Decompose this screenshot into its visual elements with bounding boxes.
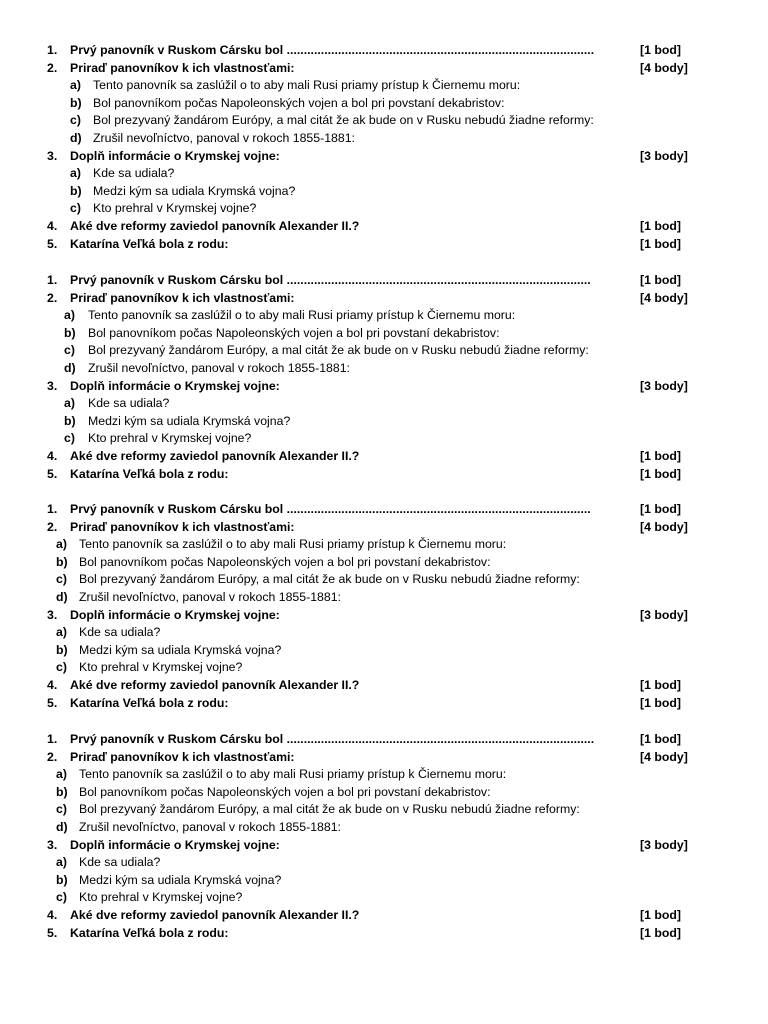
question-points: [1 bod] — [640, 236, 681, 251]
sub-question — [0, 554, 768, 572]
question-text: Katarína Veľká bola z rodu: — [70, 236, 229, 251]
sub-question — [0, 200, 768, 218]
sub-question-text: Bol panovníkom počas Napoleonských vojen a bol pri povstaní dekabristov: — [93, 95, 505, 110]
question-q1 — [0, 272, 768, 290]
question-number: 4. — [47, 219, 58, 233]
question-number: 5. — [47, 925, 58, 940]
question-text: Priraď panovníkov k ich vlastnosťami: — [70, 519, 295, 534]
question-q3 — [0, 607, 768, 625]
question-points: [4 body] — [640, 290, 688, 305]
question-points: [3 body] — [640, 148, 688, 163]
question-number: 1. — [47, 732, 58, 746]
sub-question-letter: c) — [64, 343, 75, 358]
sub-question-letter: c) — [64, 431, 75, 446]
sub-question-letter: a) — [70, 78, 81, 93]
sub-question-letter: c) — [56, 572, 67, 587]
question-points: [1 bod] — [640, 502, 681, 516]
sub-question-letter: c) — [56, 890, 67, 905]
sub-question — [0, 766, 768, 784]
question-number: 2. — [47, 519, 58, 534]
sub-question-text: Zrušil nevoľníctvo, panoval v rokoch 1855-1881: — [88, 361, 350, 375]
question-text: Doplň informácie o Krymskej vojne: — [70, 148, 280, 163]
question-q2 — [0, 60, 768, 78]
question-number: 1. — [47, 43, 58, 57]
sub-question-letter: a) — [64, 308, 75, 323]
sub-question — [0, 571, 768, 589]
sub-question — [0, 395, 768, 413]
sub-question-text: Kto prehral v Krymskej vojne? — [79, 660, 243, 675]
question-points: [1 bod] — [640, 732, 681, 746]
question-number: 4. — [47, 908, 58, 922]
sub-question-letter: a) — [56, 767, 67, 782]
sub-question-text: Tento panovník sa zaslúžil o to aby mali Rusi priamy prístup k Čiernemu moru: — [93, 78, 521, 93]
sub-question — [0, 784, 768, 802]
sub-question-text: Zrušil nevoľníctvo, panoval v rokoch 1855-1881: — [79, 820, 341, 834]
sub-question-letter: a) — [56, 855, 67, 870]
sub-question — [0, 183, 768, 201]
sub-question-text: Bol prezyvaný žandárom Európy, a mal citát že ak bude on v Rusku nebudú žiadne reformy: — [79, 802, 580, 817]
sub-question-text: Medzi kým sa udiala Krymská vojna? — [79, 872, 282, 887]
sub-question-text: Kde sa udiala? — [79, 625, 161, 640]
question-q1 — [0, 501, 768, 519]
question-number: 3. — [47, 837, 58, 852]
sub-question-text: Tento panovník sa zaslúžil o to aby mali Rusi priamy prístup k Čiernemu moru: — [88, 308, 516, 323]
question-text: Prvý panovník v Ruskom Cársku bol ......................................................................................... — [70, 273, 591, 287]
sub-question — [0, 819, 768, 837]
question-text: Priraď panovníkov k ich vlastnosťami: — [70, 749, 295, 764]
question-q2 — [0, 290, 768, 308]
question-q5 — [0, 695, 768, 713]
question-points: [1 bod] — [640, 466, 681, 481]
sub-question-letter: d) — [70, 131, 82, 145]
sub-question — [0, 889, 768, 907]
sub-question — [0, 325, 768, 343]
question-points: [1 bod] — [640, 219, 681, 233]
question-points: [3 body] — [640, 607, 688, 622]
sub-question-text: Medzi kým sa udiala Krymská vojna? — [79, 642, 282, 657]
sub-question-letter: a) — [56, 625, 67, 640]
question-q1 — [0, 731, 768, 749]
question-q3 — [0, 837, 768, 855]
question-number: 5. — [47, 236, 58, 251]
question-points: [1 bod] — [640, 43, 681, 57]
question-number: 2. — [47, 290, 58, 305]
question-q3 — [0, 148, 768, 166]
sub-question-letter: a) — [56, 537, 67, 552]
sub-question — [0, 130, 768, 148]
sub-question-text: Kto prehral v Krymskej vojne? — [79, 890, 243, 905]
sub-question-text: Tento panovník sa zaslúžil o to aby mali Rusi priamy prístup k Čiernemu moru: — [79, 537, 507, 552]
question-q3 — [0, 378, 768, 396]
question-number: 2. — [47, 60, 58, 75]
question-text: Prvý panovník v Ruskom Cársku bol .......................................................................................... — [70, 732, 595, 746]
sub-question-text: Kto prehral v Krymskej vojne? — [93, 201, 257, 216]
sub-question — [0, 624, 768, 642]
question-text: Aké dve reformy zaviedol panovník Alexander II.? — [70, 449, 360, 463]
question-q5 — [0, 466, 768, 484]
question-q4 — [0, 677, 768, 695]
question-text: Priraď panovníkov k ich vlastnosťami: — [70, 290, 295, 305]
question-q1 — [0, 42, 768, 60]
question-q4 — [0, 907, 768, 925]
question-q2 — [0, 519, 768, 537]
sub-question — [0, 307, 768, 325]
question-q5 — [0, 925, 768, 943]
sub-question-letter: c) — [56, 802, 67, 817]
question-number: 3. — [47, 607, 58, 622]
sub-question — [0, 589, 768, 607]
question-number: 4. — [47, 678, 58, 692]
question-text: Aké dve reformy zaviedol panovník Alexander II.? — [70, 908, 360, 922]
question-points: [1 bod] — [640, 273, 681, 287]
sub-question-letter: a) — [64, 396, 75, 411]
question-points: [1 bod] — [640, 925, 681, 940]
sub-question — [0, 430, 768, 448]
sub-question — [0, 659, 768, 677]
sub-question-text: Bol panovníkom počas Napoleonských vojen a bol pri povstaní dekabristov: — [88, 325, 500, 340]
question-points: [4 body] — [640, 60, 688, 75]
sub-question-text: Bol prezyvaný žandárom Európy, a mal citát že ak bude on v Rusku nebudú žiadne reformy: — [88, 343, 589, 358]
question-points: [1 bod] — [640, 678, 681, 692]
question-text: Katarína Veľká bola z rodu: — [70, 925, 229, 940]
sub-question — [0, 801, 768, 819]
question-text: Aké dve reformy zaviedol panovník Alexander II.? — [70, 219, 360, 233]
sub-question-letter: b) — [64, 325, 76, 340]
question-number: 5. — [47, 695, 58, 710]
question-text: Prvý panovník v Ruskom Cársku bol ......................................................................................... — [70, 502, 591, 516]
question-text: Katarína Veľká bola z rodu: — [70, 695, 229, 710]
sub-question-letter: d) — [64, 361, 76, 375]
sub-question — [0, 360, 768, 378]
sub-question-text: Zrušil nevoľníctvo, panoval v rokoch 1855-1881: — [93, 131, 355, 145]
question-number: 4. — [47, 449, 58, 463]
sub-question-text: Zrušil nevoľníctvo, panoval v rokoch 1855-1881: — [79, 590, 341, 604]
sub-question-letter: d) — [56, 590, 68, 604]
sub-question-text: Medzi kým sa udiala Krymská vojna? — [88, 413, 291, 428]
sub-question-text: Bol panovníkom počas Napoleonských vojen a bol pri povstaní dekabristov: — [79, 784, 491, 799]
sub-question — [0, 112, 768, 130]
sub-question — [0, 854, 768, 872]
sub-question-letter: b) — [56, 642, 68, 657]
sub-question — [0, 872, 768, 890]
sub-question-letter: c) — [56, 660, 67, 675]
sub-question-letter: d) — [56, 820, 68, 834]
sub-question-letter: c) — [70, 113, 81, 128]
question-q4 — [0, 218, 768, 236]
sub-question-letter: b) — [64, 413, 76, 428]
sub-question-letter: c) — [70, 201, 81, 216]
sub-question-text: Medzi kým sa udiala Krymská vojna? — [93, 183, 296, 198]
question-number: 3. — [47, 148, 58, 163]
question-points: [4 body] — [640, 749, 688, 764]
sub-question-text: Bol panovníkom počas Napoleonských vojen a bol pri povstaní dekabristov: — [79, 554, 491, 569]
sub-question — [0, 77, 768, 95]
sub-question-letter: b) — [56, 554, 68, 569]
sub-question — [0, 165, 768, 183]
question-text: Doplň informácie o Krymskej vojne: — [70, 607, 280, 622]
question-points: [1 bod] — [640, 449, 681, 463]
question-points: [1 bod] — [640, 908, 681, 922]
question-points: [3 body] — [640, 378, 688, 393]
question-points: [1 bod] — [640, 695, 681, 710]
question-number: 5. — [47, 466, 58, 481]
question-q2 — [0, 749, 768, 767]
question-q4 — [0, 448, 768, 466]
sub-question-text: Kde sa udiala? — [79, 855, 161, 870]
sub-question-text: Kto prehral v Krymskej vojne? — [88, 431, 252, 446]
question-text: Priraď panovníkov k ich vlastnosťami: — [70, 60, 295, 75]
question-number: 1. — [47, 502, 58, 516]
sub-question — [0, 413, 768, 431]
sub-question-text: Kde sa udiala? — [93, 166, 175, 181]
sub-question-letter: b) — [70, 183, 82, 198]
sub-question — [0, 536, 768, 554]
question-text: Aké dve reformy zaviedol panovník Alexander II.? — [70, 678, 360, 692]
sub-question-text: Kde sa udiala? — [88, 396, 170, 411]
sub-question-letter: a) — [70, 166, 81, 181]
question-text: Doplň informácie o Krymskej vojne: — [70, 837, 280, 852]
question-text: Katarína Veľká bola z rodu: — [70, 466, 229, 481]
sub-question-letter: b) — [56, 784, 68, 799]
question-number: 2. — [47, 749, 58, 764]
question-points: [3 body] — [640, 837, 688, 852]
sub-question — [0, 95, 768, 113]
question-number: 3. — [47, 378, 58, 393]
sub-question-letter: b) — [56, 872, 68, 887]
sub-question — [0, 342, 768, 360]
sub-question-text: Bol prezyvaný žandárom Európy, a mal citát že ak bude on v Rusku nebudú žiadne reformy: — [79, 572, 580, 587]
sub-question — [0, 642, 768, 660]
question-text: Doplň informácie o Krymskej vojne: — [70, 378, 280, 393]
sub-question-letter: b) — [70, 95, 82, 110]
question-number: 1. — [47, 273, 58, 287]
sub-question-text: Tento panovník sa zaslúžil o to aby mali Rusi priamy prístup k Čiernemu moru: — [79, 767, 507, 782]
sub-question-text: Bol prezyvaný žandárom Európy, a mal citát že ak bude on v Rusku nebudú žiadne reformy: — [93, 113, 594, 128]
question-q5 — [0, 236, 768, 254]
question-points: [4 body] — [640, 519, 688, 534]
question-text: Prvý panovník v Ruskom Cársku bol .......................................................................................... — [70, 43, 595, 57]
